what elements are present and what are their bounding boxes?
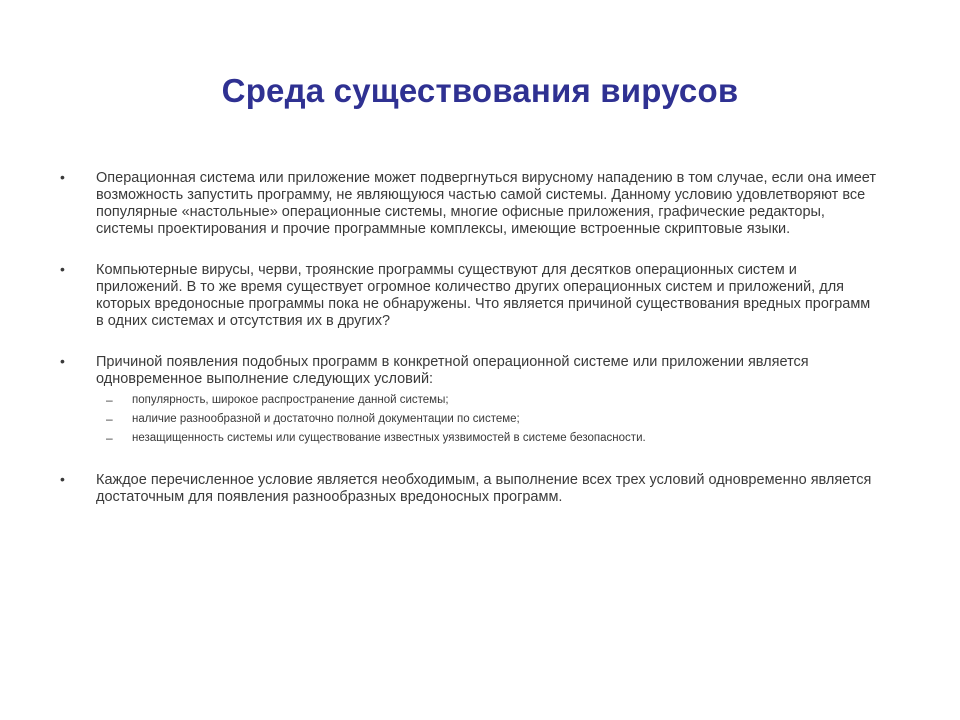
bullet-text: Компьютерные вирусы, черви, троянские программы существуют для десятков операционных систем и приложений. В то же время существует огромное количество других операционных систем и приложений, для которых вредоносные программы пока не обнаружены. Что является причиной существования вредных программ в одних системах и отсутствия их в других?: [96, 262, 871, 329]
slide-title: Среда существования вирусов: [221, 72, 739, 109]
bullet-item: [60, 170, 920, 238]
sub-list-item: [96, 410, 920, 429]
bullet-item: [60, 354, 920, 448]
bullet-item: [60, 262, 920, 330]
bullet-marker: •: [60, 261, 65, 277]
sub-list-item: [96, 391, 920, 410]
bullet-marker: •: [60, 169, 65, 185]
bullet-item: [60, 472, 920, 506]
slide-content: [60, 170, 920, 530]
bullet-text: Причиной появления подобных программ в конкретной операционной системе или приложении является одновременное выполнение следующих условий:: [96, 354, 809, 387]
sub-list: [96, 391, 920, 448]
bullet-text: Каждое перечисленное условие является необходимым, а выполнение всех трех условий одновременно является достаточным для появления разнообразных вредоносных программ.: [96, 472, 872, 505]
bullet-marker: •: [60, 353, 65, 369]
sub-list-marker: –: [106, 431, 113, 445]
sub-list-marker: –: [106, 412, 113, 426]
sub-list-item: [96, 429, 920, 448]
bullet-marker: •: [60, 471, 65, 487]
bullet-text: Операционная система или приложение может подвергнуться вирусному нападению в том случае, если она имеет возможность запустить программу, не являющуюся частью самой системы. Данному условию удовлетворяют все популярные «настольные» операционные системы, многие офисные приложения, графические редакторы, системы проектирования и прочие программные комплексы, имеющие встроенные скриптовые языки.: [96, 170, 877, 237]
sub-list-text: наличие разнообразной и достаточно полной документации по системе;: [132, 413, 520, 425]
sub-list-text: незащищенность системы или существование известных уязвимостей в системе безопасности.: [132, 432, 646, 444]
sub-list-text: популярность, широкое распространение данной системы;: [132, 394, 449, 406]
sub-list-marker: –: [106, 393, 113, 407]
